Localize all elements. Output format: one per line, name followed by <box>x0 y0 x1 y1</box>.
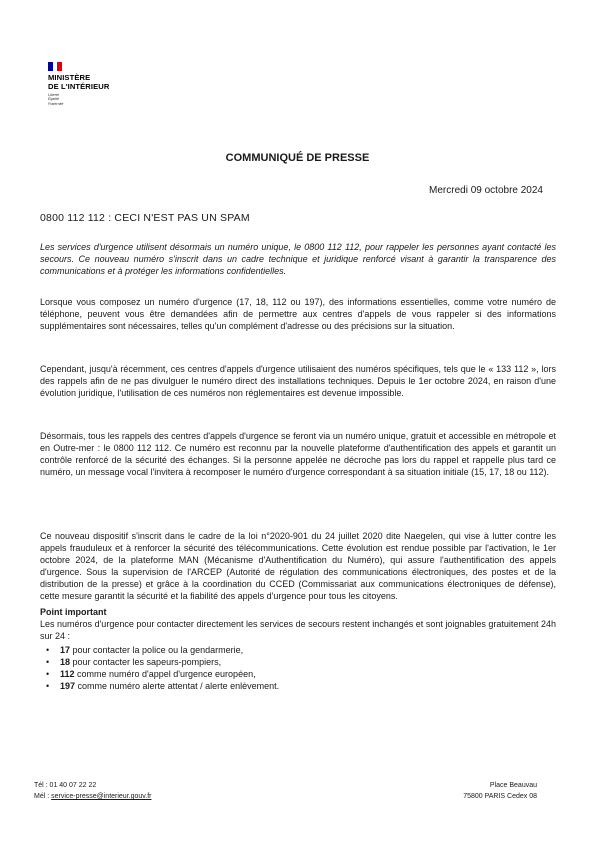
emergency-number-desc: comme numéro d'appel d'urgence européen, <box>74 669 256 679</box>
emergency-numbers-list <box>40 644 556 692</box>
motto-liberte: Liberté <box>48 93 59 98</box>
emergency-number: 197 <box>60 681 76 691</box>
emergency-number: 18 <box>60 657 71 667</box>
footer-contact <box>34 780 151 802</box>
document-date: Mercredi 09 octobre 2024 <box>429 185 543 196</box>
emergency-number: 112 <box>60 669 75 679</box>
body-paragraph: Désormais, tous les rappels des centres d'appels d'urgence se feront via un numéro unique, gratuit et accessible en métropole et en Outre-mer : le 0800 112 112. Ce numéro est reconnu par la nouvelle plateforme d'authentification des appels et garantit un contrôle renforcé de la sécurité des échanges. Si la personne appelée ne décroche pas lors du rappel et rappelle plus tard ce numéro, un message vocal l'invitera à recomposer le numéro d'urgence correspondant à sa situation initiale (15, 17, 18 ou 112). <box>40 431 556 477</box>
footer-address-line1: Place Beauvau <box>489 782 537 789</box>
list-item <box>40 656 556 668</box>
list-item <box>40 680 556 692</box>
important-text: Les numéros d'urgence pour contacter directement les services de secours restent inchangés et sont joignables gratuitement 24h sur 24 : <box>40 619 556 641</box>
footer-mail-link[interactable]: service-presse@interieur.gouv.fr <box>51 793 152 800</box>
ministry-logo <box>48 62 138 106</box>
footer-address <box>463 780 537 802</box>
ministry-name-line2: DE L'INTÉRIEUR <box>48 81 110 91</box>
emergency-number-desc: comme numéro alerte attentat / alerte enlèvement. <box>75 681 280 691</box>
important-heading: Point important <box>40 607 107 617</box>
emergency-number-desc: pour contacter les sapeurs-pompiers, <box>70 657 222 667</box>
document-title: COMMUNIQUÉ DE PRESSE <box>225 152 370 164</box>
document-subject: 0800 112 112 : CECI N'EST PAS UN SPAM <box>40 212 250 224</box>
motto <box>48 93 138 106</box>
footer-mail-label: Mél : <box>34 793 52 800</box>
emergency-number-desc: pour contacter la police ou la gendarmerie, <box>70 645 244 655</box>
body-paragraph: Lorsque vous composez un numéro d'urgence (17, 18, 112 ou 197), des informations essentielles, comme votre numéro de téléphone, peuvent vous être demandées afin de permettre aux centres d'appels de vous rappeler si des informations supplémentaires sont nécessaires, telles qu'un complément d'adresse ou des précisions sur la situation. <box>40 297 556 331</box>
body-paragraph: Cependant, jusqu'à récemment, ces centres d'appels d'urgence utilisaient des numéros spécifiques, tels que le « 133 112 », lors des rappels afin de ne pas divulguer le numéro direct des installations techniques. Depuis le 1er octobre 2024, en raison d'une évolution juridique, l'utilisation de ces numéros non réglementaires est devenue impossible. <box>40 364 556 398</box>
motto-fraternite: Fraternité <box>48 101 64 106</box>
emergency-number: 17 <box>60 645 71 655</box>
footer-address-line2: 75800 PARIS Cedex 08 <box>463 793 537 800</box>
list-item <box>40 644 556 656</box>
intro-paragraph: Les services d'urgence utilisent désormais un numéro unique, le 0800 112 112, pour rappeler les personnes ayant contacté les secours. Ce nouveau numéro s'inscrit dans un cadre technique et juridique renforcé visant à garantir la transparence des communications et à protéger les informations confidentielles. <box>40 242 556 276</box>
flag-icon <box>48 62 62 71</box>
footer-phone: Tél : 01 40 07 22 22 <box>34 782 97 789</box>
ministry-name-line1: MINISTÈRE <box>48 73 91 82</box>
footer-mail-line <box>34 791 151 802</box>
body-paragraph: Ce nouveau dispositif s'inscrit dans le cadre de la loi n°2020-901 du 24 juillet 2020 dite Naegelen, qui vise à lutter contre les appels frauduleux et à renforcer la sécurité des télécommunications. Cette évolution est rendue possible par l'activation, le 1er octobre 2024, de la plateforme MAN (Mécanisme d'Authentification du Numéro), qui assure l'authentification des appels d'urgence. Sous la supervision de l'ARCEP (Autorité de régulation des communications électroniques, des postes et de la distribution de la presse) et grâce à la coordination du CCED (Commissariat aux communications électroniques de défense), cette mesure garantit la sécurité et la fiabilité des appels d'urgence pour tous les citoyens. <box>40 531 556 601</box>
list-item <box>40 668 556 680</box>
motto-egalite: Égalité <box>48 97 59 102</box>
